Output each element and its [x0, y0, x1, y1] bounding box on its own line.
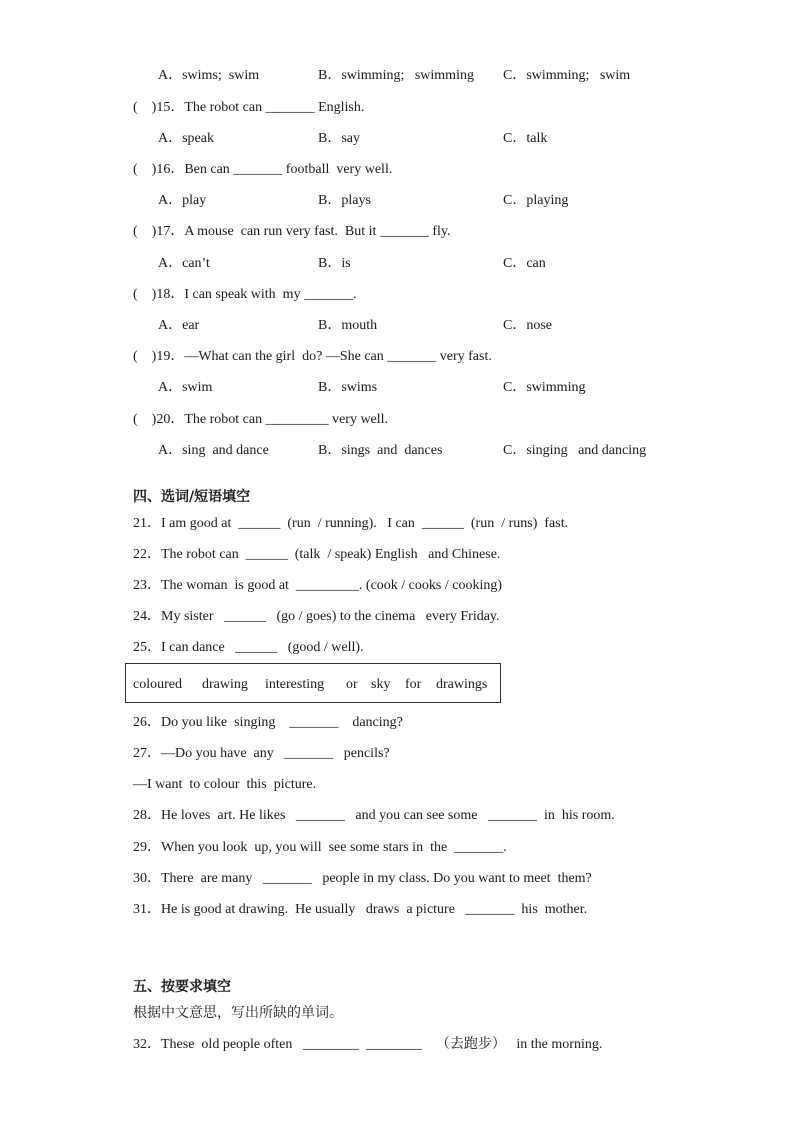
- q22-line: 22．The robot can ______ (talk / speak) English and Chinese.: [133, 547, 501, 562]
- q17-option-b: B．is: [318, 256, 351, 271]
- q24-line: 24．My sister ______ (go / goes) to the cinema every Friday.: [133, 609, 500, 624]
- q14-option-c: C．swimming; swim: [503, 68, 631, 83]
- q32-line: 32．These old people often ________ ________ （去跑步） in the morning.: [133, 1037, 603, 1052]
- q20-stem: ( )20．The robot can _________ very well.: [133, 412, 389, 427]
- word-bank-word: sky: [371, 677, 391, 692]
- q14-option-a: A．swims; swim: [158, 68, 260, 83]
- q15-option-c: C．talk: [503, 131, 548, 146]
- q16-option-a: A．play: [158, 193, 207, 208]
- word-bank-word: drawings: [436, 677, 488, 692]
- word-bank-word: for: [405, 677, 422, 692]
- q30-line: 30．There are many _______ people in my class. Do you want to meet them?: [133, 871, 592, 886]
- q15-stem: ( )15．The robot can _______ English.: [133, 100, 365, 115]
- section-5-instruction: 根据中文意思，写出所缺的单词。: [133, 1005, 343, 1021]
- q28-line: 28．He loves art. He likes _______ and you can see some _______ in his room.: [133, 808, 615, 823]
- q19-option-b: B．swims: [318, 380, 378, 395]
- q16-option-c: C．playing: [503, 193, 569, 208]
- q23-line: 23．The woman is good at _________. (cook / cooks / cooking): [133, 578, 503, 593]
- q18-option-a: A．ear: [158, 318, 200, 333]
- q15-option-b: B．say: [318, 131, 360, 146]
- q18-option-c: C．nose: [503, 318, 552, 333]
- q26-line: 26．Do you like singing _______ dancing?: [133, 715, 403, 730]
- q14-option-b: B．swimming; swimming: [318, 68, 474, 83]
- word-bank-word: or: [346, 677, 358, 692]
- q16-stem: ( )16．Ben can _______ football very well.: [133, 162, 393, 177]
- q18-option-b: B．mouth: [318, 318, 378, 333]
- word-bank-word: interesting: [265, 677, 325, 692]
- q17-option-c: C．can: [503, 256, 546, 271]
- section-4-heading: 四、选词/短语填空: [133, 489, 251, 505]
- q20-option-c: C．singing and dancing: [503, 443, 647, 458]
- word-bank-word: drawing: [202, 677, 248, 692]
- q18-stem: ( )18．I can speak with my _______.: [133, 287, 357, 302]
- word-bank-word: coloured: [133, 677, 182, 692]
- q25-line: 25．I can dance ______ (good / well).: [133, 640, 364, 655]
- q15-option-a: A．speak: [158, 131, 214, 146]
- section-5-heading: 五、按要求填空: [133, 979, 231, 995]
- q17-option-a: A．can’t: [158, 256, 210, 271]
- q20-option-a: A．sing and dance: [158, 443, 269, 458]
- q20-option-b: B．sings and dances: [318, 443, 443, 458]
- q29-line: 29．When you look up, you will see some stars in the _______.: [133, 840, 507, 855]
- q17-stem: ( )17．A mouse can run very fast. But it _______ fly.: [133, 224, 451, 239]
- q27-line: 27．—Do you have any _______ pencils?: [133, 746, 390, 761]
- q27-answer-line: —I want to colour this picture.: [133, 777, 317, 792]
- q21-line: 21．I am good at ______ (run / running). I can ______ (run / runs) fast.: [133, 516, 569, 531]
- q19-option-a: A．swim: [158, 380, 213, 395]
- q16-option-b: B．plays: [318, 193, 371, 208]
- q31-line: 31．He is good at drawing. He usually draws a picture _______ his mother.: [133, 902, 588, 917]
- q19-stem: ( )19．—What can the girl do? —She can _______ very fast.: [133, 349, 492, 364]
- q19-option-c: C．swimming: [503, 380, 586, 395]
